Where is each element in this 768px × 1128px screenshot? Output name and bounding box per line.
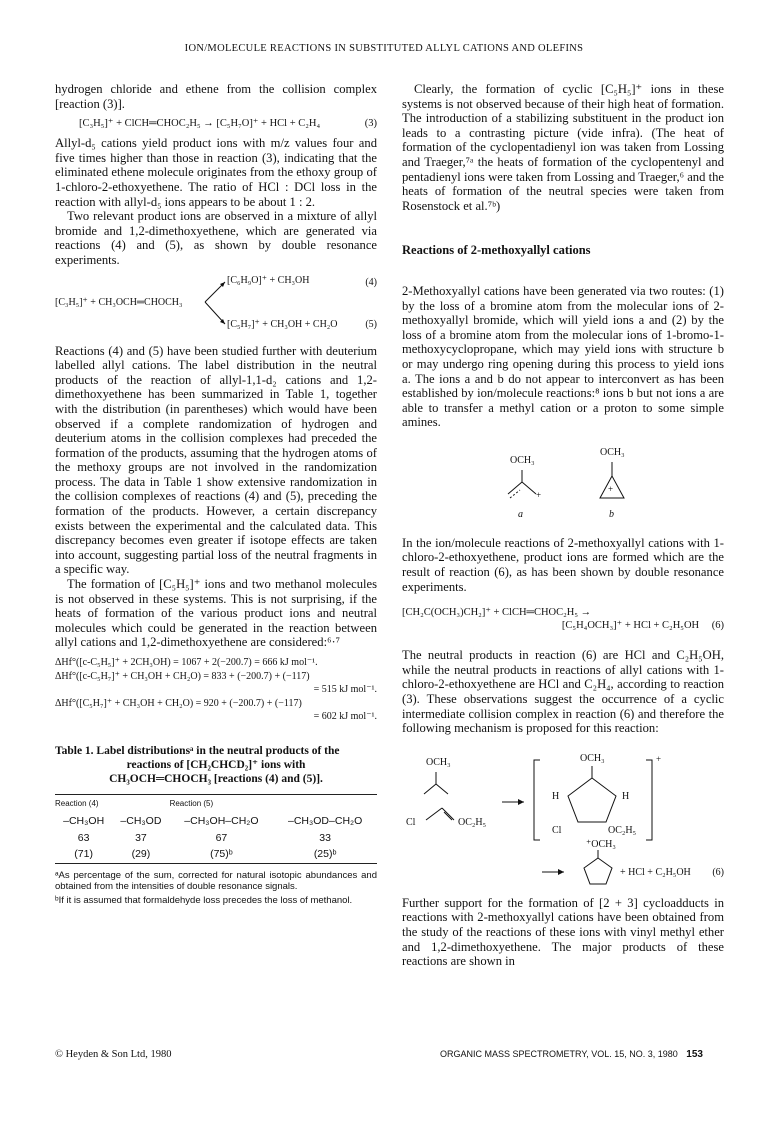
scheme-product-4: [C₆H₉O]⁺ + CH₃OH [227,274,310,286]
column-header: –CH₃OH [63,815,105,828]
paragraph: Two relevant product ions are observed in a mixture of allyl bromide and 1,2-dimethoxyethene, which are generated via reactions (4) and (5), as shown by double resonance experiments. [55,209,377,267]
paragraph: The formation of [C₅H₅]⁺ ions and two methanol molecules is not observed in these systems. This is not surprising, if the heats of formation of the various product ions and neutral molecules which could be generated in the reaction between allyl cations and 1,2-dimethoxyethene are considered:⁶·⁷ [55,577,377,650]
mech-cl: Cl [406,816,416,828]
equation-number: (3) [364,118,377,130]
structure-a-substituent: OCH₃ [510,454,535,466]
table-cell: 33 [319,831,331,844]
journal-citation: ORGANIC MASS SPECTROMETRY, VOL. 15, NO. 3, 1980 [440,1049,678,1059]
running-title: ION/MOLECULE REACTIONS IN SUBSTITUTED ALLYL CATIONS AND OLEFINS [184,43,584,54]
thermochemistry-block [55,656,377,724]
paragraph: Further support for the formation of [2 + 3] cycloadducts in reactions with 2-methoxyallyl cations have been obtained from the study of the reactions of these ions with vinyl methyl ether and 1,2-dimethoxyethene. The major products of these reactions are shown in [402,895,724,969]
label-distribution-table [55,794,377,864]
scheme-number-4: (4) [365,276,377,288]
thermo-line: ΔHf°([c-C₅H₇]⁺ + CH₃OH + CH₂O) = 833 + (−200.7) + (−117) [55,670,310,682]
paragraph: Clearly, the formation of cyclic [C₅H₅]⁺ ions in these systems is not observed because of their high heat of formation. The introduction of a stabilizing substituent in the product ion leads to a contrasting picture (vide infra). (The heat of formation of the cyclopentadienyl ion was taken from Lossing and Traeger,⁷ᵃ the heats of formation of the cyclopentenyl and pentadienyl ions were taken from Lossing and Traeger,⁶ and the heats of formation of the neutral species were taken from Rosenstock et al.⁷ᵇ) [402,82,724,213]
mech-h-left: H [552,790,560,802]
caption-line: CH₃OCH═CHOCH₃ [reactions (4) and (5)]. [109,772,323,785]
equation-text: [C₃H₅]⁺ + ClCH═CHOC₂H₅ → [C₅H₇O]⁺ + HCl + C₂H₄ [79,118,321,130]
paragraph: hydrogen chloride and ethene from the collision complex [reaction (3)]. [55,82,377,111]
section-heading: Reactions of 2-methoxyallyl cations [402,243,591,258]
journal-footer [440,1049,703,1060]
group-header: Reaction (4) [55,798,99,808]
reaction-scheme-4-5 [55,272,377,338]
mechanism-scheme [402,750,724,890]
table-cell: (29) [131,848,151,861]
table-footnote-a: ᵃAs percentage of the sum, corrected for natural isotopic abundances and obtained from the intensities of double resonance signals. [55,869,377,893]
right-column [402,82,724,969]
column-header: –CH₃OH–CH₂O [184,815,259,828]
table-caption [55,744,377,786]
scheme-reactants: [C₃H₅]⁺ + CH₃OCH═CHOCH₃ [55,296,183,308]
paragraph: The neutral products in reaction (6) are HCl and C₂H₅OH, while the neutral products in reactions of allyl cations with 1-chloro-2-ethoxyethene are HCl and C₂H₄, according to reaction (3). These observations suggest the occurrence of a cyclic intermediate collision complex in reaction (6) and therefore the following mechanism is proposed for this reaction: [402,648,724,736]
thermo-line: = 515 kJ mol⁻¹. [313,684,377,695]
svg-text:+: + [608,483,614,494]
table-cell: (75)ᵇ [210,848,233,861]
column-header: –CH₃OD [120,815,162,828]
structure-a-tag: a [518,508,523,520]
paragraph: 2-Methoxyallyl cations have been generated via two routes: (1) by the loss of a bromine atom from the molecular ions of 2-methoxyallyl bromide, which will yield ions a and (2) by the loss of a bromine atom from the molecular ions of 1-bromo-1-methoxycyclopropane, which may yield ions with structure b or may undergo ring opening during this process to yield ions a. The ions a and b do not appear to interconvert as has been established by ion/molecule reactions:⁸ ions b but not ions a are able to transfer a methyl cation or a proton to some simple amines. [402,283,724,430]
equation-number: (6) [711,620,724,632]
table-cell: 37 [135,831,147,844]
mech-bracket-plus: + [656,753,662,764]
thermo-line: = 602 kJ mol⁻¹. [313,711,377,722]
page-number: 153 [686,1049,703,1060]
structures-a-b [402,440,724,526]
thermo-line: ΔHf°([C₅H₇]⁺ + CH₃OH + CH₂O) = 920 + (−200.7) + (−117) [55,697,302,709]
mech-ring-cl: Cl [552,824,562,836]
mech-ring-oc2h5: OC₂H₅ [608,824,637,836]
left-column [55,82,377,906]
scheme-product-5: [C₅H₇]⁺ + CH₃OH + CH₂O [227,318,338,330]
mech-ring-och3: OCH₃ [580,752,605,764]
thermo-line: ΔHf°([c-C₅H₅]⁺ + 2CH₃OH) = 1067 + 2(−200.7) = 666 kJ mol⁻¹. [55,657,318,668]
paragraph: Reactions (4) and (5) have been studied further with deuterium labelled allyl cations. The label distribution in the neutral products of the reaction of allyl-1,1-d₂ cations and 1,2-dimethoxyethene has been summarized in Table 1, together with the distribution (in parentheses) which would have been observed if a complete randomization of hydrogen and deuterium atoms in the collision complexes had preceded the formation of the products, assuming that the hydrogen atoms of the methoxy groups are not involved in the randomization process. The data in Table 1 show extensive randomization in the collision complexes of reactions (4) and (5), preceding the formation of the products. However, a certain discrepancy exists between the experimental and the calculated data. This discrepancy becomes even greater if isotope effects are taken into account, suggesting partial loss of the neutral fragments in a specific way. [55,343,377,577]
scheme-number-5: (5) [365,318,377,330]
caption-line: Table 1. Label distributionsᵃ in the neutral products of the [55,744,340,757]
paragraph: Allyl-d₅ cations yield product ions with m/z values four and five times higher than those in reaction (3), indicating that the eliminated ethene molecule originates from the ethoxy group of 1-chloro-2-ethoxyethene. The ratio of HCl : DCl loss in the reaction with allyl-d₅ ions appears to be about 1 : 2. [55,136,377,209]
mech-equation-number: (6) [712,866,724,878]
equation-3 [55,117,377,130]
equation-line: [C₅H₄OCH₃]⁺ + HCl + C₂H₅OH [561,620,700,632]
mech-oc2h5: OC₂H₅ [458,816,487,828]
paragraph: In the ion/molecule reactions of 2-methoxyallyl cations with 1-chloro-2-ethoxyethene, product ions are formed which are the result of reaction (6), as has been shown by double resonance experiments. [402,535,724,594]
mech-product-och3: ⁺OCH₃ [586,838,616,850]
table-cell: 63 [77,831,90,844]
caption-line: reactions of [CH₂CHCD₂]⁺ ions with [126,758,306,771]
table-cell: (25)ᵇ [313,848,337,861]
structure-b-substituent: OCH₃ [600,446,625,458]
structure-b-tag: b [609,508,614,520]
equation-6 [402,606,724,632]
mech-h-right: H [622,790,630,802]
column-header: –CH₃OD–CH₂O [287,815,363,828]
mech-product-neutrals: + HCl + C₂H₅OH [620,866,691,878]
table-footnote-b: ᵇIf it is assumed that formaldehyde loss precedes the loss of methanol. [55,894,353,906]
group-header: Reaction (5) [169,798,214,808]
table-cell: (71) [74,848,93,861]
svg-text:+: + [536,489,542,500]
structure-drawings [402,440,724,526]
table-cell: 67 [215,831,228,844]
copyright-notice: © Heyden & Son Ltd, 1980 [55,1049,172,1060]
equation-line: [CH₂C(OCH₃)CH₂]⁺ + ClCH═CHOC₂H₅ → [402,607,592,619]
mech-och3: OCH₃ [426,756,451,768]
